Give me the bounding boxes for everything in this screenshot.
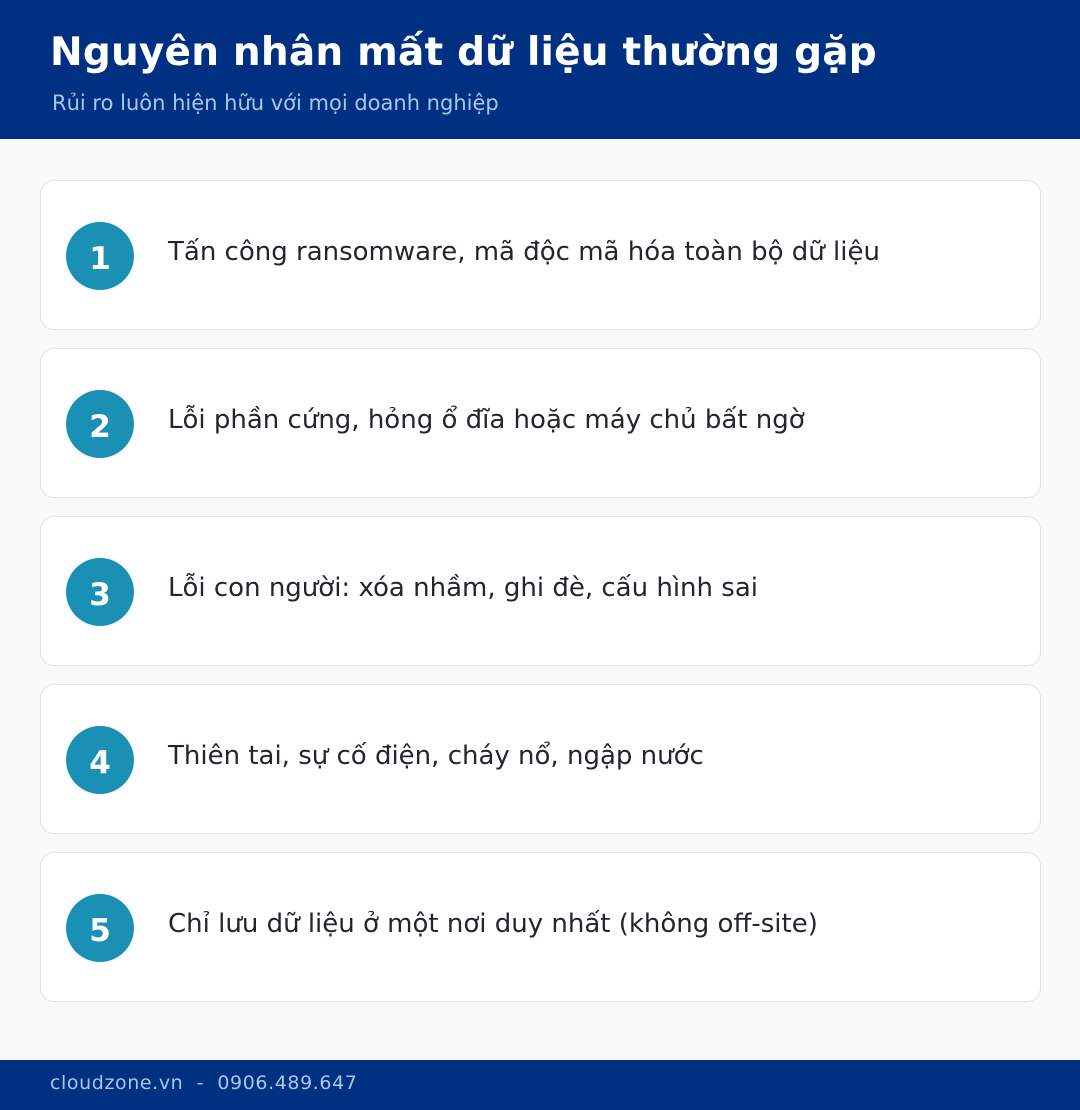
item-text: Chỉ lưu dữ liệu ở một nơi duy nhất (không off-site) (168, 909, 818, 939)
list-item (40, 348, 1041, 498)
number-badge: 2 (66, 390, 134, 458)
number-badge: 4 (66, 726, 134, 794)
list-item (40, 852, 1041, 1002)
item-text: Tấn công ransomware, mã độc mã hóa toàn bộ dữ liệu (168, 237, 880, 267)
item-text: Lỗi con người: xóa nhầm, ghi đè, cấu hình sai (168, 573, 758, 603)
footer-bar (0, 1060, 1080, 1110)
number-badge: 1 (66, 222, 134, 290)
number-badge: 3 (66, 558, 134, 626)
footer-contact: cloudzone.vn - 0906.489.647 (50, 1072, 358, 1094)
cause-list (40, 180, 1041, 1020)
header-banner (0, 0, 1080, 139)
list-item (40, 684, 1041, 834)
page-subtitle: Rủi ro luôn hiện hữu với mọi doanh nghiệp (52, 91, 499, 115)
list-item (40, 180, 1041, 330)
item-text: Thiên tai, sự cố điện, cháy nổ, ngập nước (168, 741, 704, 771)
number-badge: 5 (66, 894, 134, 962)
item-text: Lỗi phần cứng, hỏng ổ đĩa hoặc máy chủ bất ngờ (168, 405, 805, 435)
list-item (40, 516, 1041, 666)
page-title: Nguyên nhân mất dữ liệu thường gặp (50, 30, 877, 75)
